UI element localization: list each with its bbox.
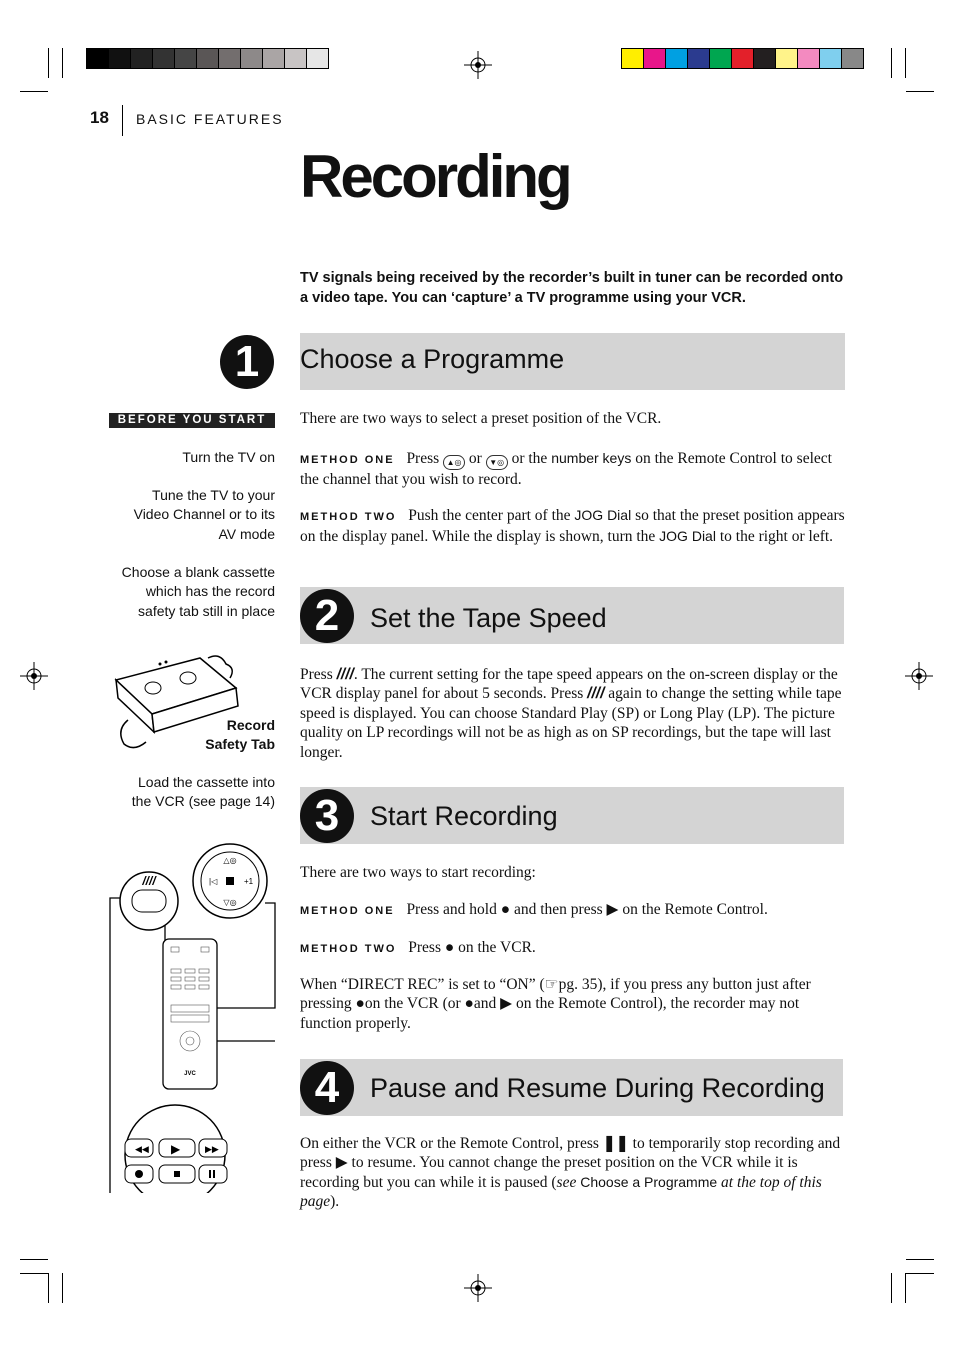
- svg-text:▶▶: ▶▶: [205, 1145, 219, 1155]
- section-1-intro: There are two ways to select a preset position of the VCR.: [300, 410, 662, 427]
- text: . The current setting for the tape speed appears on the on-screen display or the VCR display panel for about 5 seconds. Press: [300, 666, 838, 703]
- crop-mark: [905, 48, 906, 78]
- crop-mark: [891, 48, 892, 78]
- registration-mark-icon: [20, 662, 48, 690]
- pointing-hand-icon: ☞: [544, 976, 559, 993]
- svg-text:+1: +1: [244, 877, 254, 886]
- color-swatch: [131, 49, 152, 68]
- text: to the right or left.: [719, 528, 834, 546]
- color-swatch: [263, 49, 284, 68]
- crop-mark: [48, 1273, 49, 1303]
- section-3-intro: There are two ways to start recording:: [300, 864, 536, 881]
- header-divider: [122, 105, 123, 136]
- record-icon: ●: [444, 939, 455, 956]
- text: and: [473, 995, 497, 1013]
- color-swatch: [175, 49, 196, 68]
- color-swatch: [776, 49, 797, 68]
- text: again to change the setting while tape speed is displayed. You can choose Standard Play (SP) or Long Play (LP). The picture quality on LP recordings will not be as high as on SP recordings, but the tape will last longer.: [300, 685, 842, 761]
- channel-down-button-icon: ▼◎: [486, 455, 508, 470]
- color-swatch: [688, 49, 709, 68]
- channel-up-button-icon: ▲◎: [443, 455, 465, 470]
- color-swatch: [820, 49, 841, 68]
- crop-mark: [906, 1259, 934, 1260]
- section-number-2: 2: [300, 589, 354, 643]
- text: and then press: [513, 901, 603, 918]
- color-swatch: [666, 49, 687, 68]
- remote-control-illustration: [105, 843, 280, 1193]
- keyword: JOG Dial: [659, 528, 716, 545]
- registration-mark-icon: [905, 662, 933, 690]
- record-icon: ●: [500, 901, 511, 918]
- section-number-4: 4: [300, 1061, 354, 1115]
- text: at the top of this page: [300, 1173, 822, 1211]
- color-swatch: [219, 49, 240, 68]
- color-swatch: [241, 49, 262, 68]
- color-swatch: [754, 49, 775, 68]
- text: Press: [408, 939, 441, 956]
- text: Push the center part of the: [408, 507, 571, 524]
- page-number: 18: [90, 108, 109, 127]
- color-swatch: [732, 49, 753, 68]
- text: Press and hold: [406, 901, 497, 918]
- pause-icon: ❚❚: [602, 1135, 629, 1152]
- text: On either the VCR or the Remote Control, press: [300, 1135, 599, 1152]
- before-you-start-label: BEFORE YOU START: [109, 413, 275, 428]
- color-swatch: [109, 49, 130, 68]
- color-swatch: [644, 49, 665, 68]
- play-icon: ▶: [606, 901, 619, 918]
- text: so that the preset position appears on the display panel. While the display is shown, turn the: [300, 507, 845, 546]
- color-swatch: [622, 49, 643, 68]
- crop-mark: [906, 1273, 934, 1274]
- section-3-note: [300, 975, 845, 1033]
- keyword: number keys: [551, 450, 632, 466]
- section-1-method-one: [300, 449, 845, 490]
- color-swatch: [153, 49, 174, 68]
- text: on the Remote Control.: [622, 901, 768, 918]
- section-title-3: Start Recording: [370, 801, 558, 831]
- crop-mark: [905, 1273, 906, 1303]
- record-icon: ●: [464, 995, 474, 1013]
- text: to temporarily stop recording and press: [300, 1135, 841, 1172]
- text: see: [556, 1173, 577, 1191]
- remote-brand-label: JVC: [184, 1071, 196, 1077]
- text: pg. 35), if you press any button just after pressing: [300, 976, 811, 1013]
- method-label: METHOD TWO: [300, 511, 397, 523]
- text: on the Remote Control), the recorder may not function properly.: [300, 995, 800, 1032]
- text: or the: [511, 450, 548, 467]
- sidebar-step-2: Tune the TV to your Video Channel or to its AV mode: [133, 487, 275, 542]
- keyword: Choose a Programme: [580, 1173, 718, 1190]
- section-2-text: [300, 665, 845, 762]
- sidebar-step-4: Load the cassette into the VCR (see page 14): [131, 774, 275, 810]
- section-number-3: 3: [300, 789, 354, 843]
- svg-text:▽◎: ▽◎: [223, 898, 237, 907]
- section-4-text: [300, 1134, 845, 1212]
- color-swatch: [798, 49, 819, 68]
- crop-mark: [906, 91, 934, 92]
- text: When “DIRECT REC” is set to “ON” (: [300, 976, 545, 993]
- sp-lp-button-icon: //‍//: [336, 666, 354, 683]
- crop-mark: [891, 1273, 892, 1303]
- text: Press: [300, 666, 333, 683]
- record-icon: ●: [355, 995, 365, 1013]
- section-3-method-two: [300, 938, 845, 959]
- section-title-2: Set the Tape Speed: [370, 603, 607, 633]
- sidebar-step-3: Choose a blank cassette which has the record safety tab still in place: [121, 564, 275, 619]
- section-1-method-two: [300, 506, 845, 547]
- section-3-method-one: [300, 900, 845, 921]
- color-swatch: [285, 49, 306, 68]
- record-safety-tab-label: Record Safety Tab: [205, 717, 275, 753]
- svg-text:◀◀: ◀◀: [135, 1145, 149, 1155]
- section-number-1: 1: [220, 335, 274, 389]
- text: on the VCR (or: [364, 995, 461, 1013]
- registration-mark-icon: [464, 1274, 492, 1302]
- svg-text:△◎: △◎: [223, 856, 237, 865]
- play-icon: ▶: [500, 995, 513, 1013]
- color-swatch: [710, 49, 731, 68]
- text: to resume. You cannot change the preset position on the VCR while it is recording but you can while it is paused (: [300, 1154, 798, 1191]
- text: ).: [330, 1193, 340, 1211]
- text: on the VCR.: [458, 939, 536, 956]
- color-swatch: [842, 49, 863, 68]
- section-header: BASIC FEATURES: [136, 111, 284, 127]
- text: Press: [406, 450, 440, 467]
- section-title-4: Pause and Resume During Recording: [370, 1073, 825, 1103]
- svg-text:▶: ▶: [171, 1142, 181, 1156]
- registration-mark-icon: [464, 51, 492, 79]
- crop-mark: [62, 48, 63, 78]
- crop-mark: [20, 91, 48, 92]
- sidebar-step-1: Turn the TV on: [182, 449, 275, 465]
- color-swatch: [87, 49, 108, 68]
- intro-text: TV signals being received by the recorder’s built in tuner can be recorded onto a video tape. You can ‘capture’ a TV programme using your VCR.: [300, 270, 844, 306]
- crop-mark: [20, 1273, 48, 1274]
- svg-text:|◁: |◁: [209, 877, 218, 886]
- color-swatch: [197, 49, 218, 68]
- crop-mark: [20, 1259, 48, 1260]
- method-label: METHOD ONE: [300, 454, 395, 466]
- crop-mark: [48, 48, 49, 78]
- sp-lp-button-icon: //‍//: [587, 685, 605, 703]
- text: or: [468, 450, 482, 467]
- section-title-1: Choose a Programme: [300, 344, 565, 374]
- play-icon: ▶: [335, 1154, 348, 1172]
- svg-text://‍//: //‍//: [142, 874, 156, 888]
- color-swatch: [307, 49, 328, 68]
- crop-mark: [62, 1273, 63, 1303]
- page-title: Recording: [300, 143, 570, 210]
- method-label: METHOD ONE: [300, 905, 395, 917]
- method-label: METHOD TWO: [300, 943, 397, 955]
- text: on the Remote Control to select the channel that you wish to record.: [300, 450, 832, 489]
- keyword: JOG Dial: [574, 507, 632, 523]
